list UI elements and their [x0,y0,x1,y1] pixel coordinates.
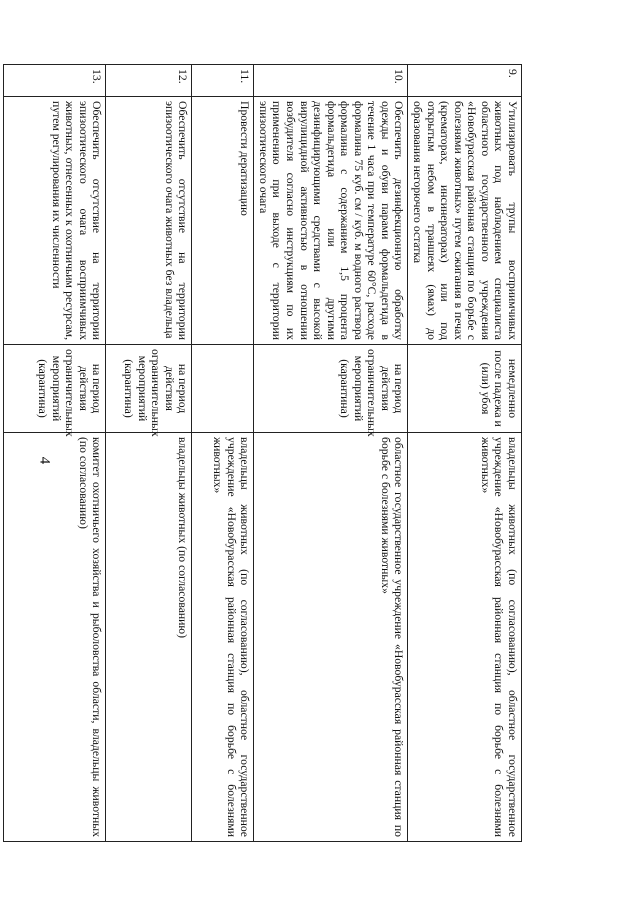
table-row [192,65,254,842]
row-number: 13. [4,65,106,97]
row-number: 11. [192,65,254,97]
row-number: 12. [106,65,192,97]
measure-text: Провести дератизацию [192,97,254,345]
timing-text: немедленно после падежа и (или) убоя [408,345,522,433]
responsible-text: владельцы животных (по согласованию), областное государственное учреждение «Новобурасская районная станция по борьбе с болезнями животных» [408,433,522,842]
responsible-text: комитет охотничьего хозяйства и рыболовства области, владельцы животных (по согласованию) [4,433,106,842]
page-number: 4 [36,456,53,465]
table-row [254,65,408,842]
timing-text: на период действия ограничительных мероприятий (карантина) [4,345,106,433]
table-row [4,65,106,842]
responsible-text: владельцы животных (по согласованию), областное государственное учреждение «Новобурасская районная станция по борьбе с болезнями животных» [192,433,254,842]
measure-text: Обеспечить отсутствие на территории эпизоотического очага восприимчивых животных, отнесенных к охотничьим ресурсам, путем регулирования их численности [4,97,106,345]
timing-text: на период действия ограничительных мероприятий (карантина) [106,345,192,433]
table-row [408,65,522,842]
timing-text [192,345,254,433]
measures-table [3,64,522,842]
responsible-text: владельцы животных (по согласованию) [106,433,192,842]
responsible-text: областное государственное учреждение «Новобурасская районная станция по борьбе с болезнями животных» [254,433,408,842]
row-number: 10. [254,65,408,97]
measure-text: Утилизировать трупы восприимчивых животных под наблюдением специалиста областного государственного учреждения «Новобурасская районная станция по борьбе с болезнями животных» путем сжигания в печах (крематорах, инсинераторах) или под открытым небом в траншеях (ямах) до образования негорючего остатка [408,97,522,345]
measure-text: Обеспечить отсутствие на территории эпизоотического очага животных без владельца [106,97,192,345]
rotated-table-wrapper [36,64,522,841]
table-row [106,65,192,842]
measure-text: Обеспечить дезинфекционную обработку одежды и обуви парами формальдегида в течение 1 часа при температуре 60°С, расходе формалина 75 куб. см / куб. м водного раствора формалина с содержанием 1,5 процента формальдегида или другими дезинфицирующими средствами с высокой вирулицидной активностью в отношении возбудителя согласно инструкциям по их применению при выходе с территории эпизоотического очага [254,97,408,345]
row-number: 9. [408,65,522,97]
timing-text: на период действия ограничительных мероприятий (карантина) [254,345,408,433]
